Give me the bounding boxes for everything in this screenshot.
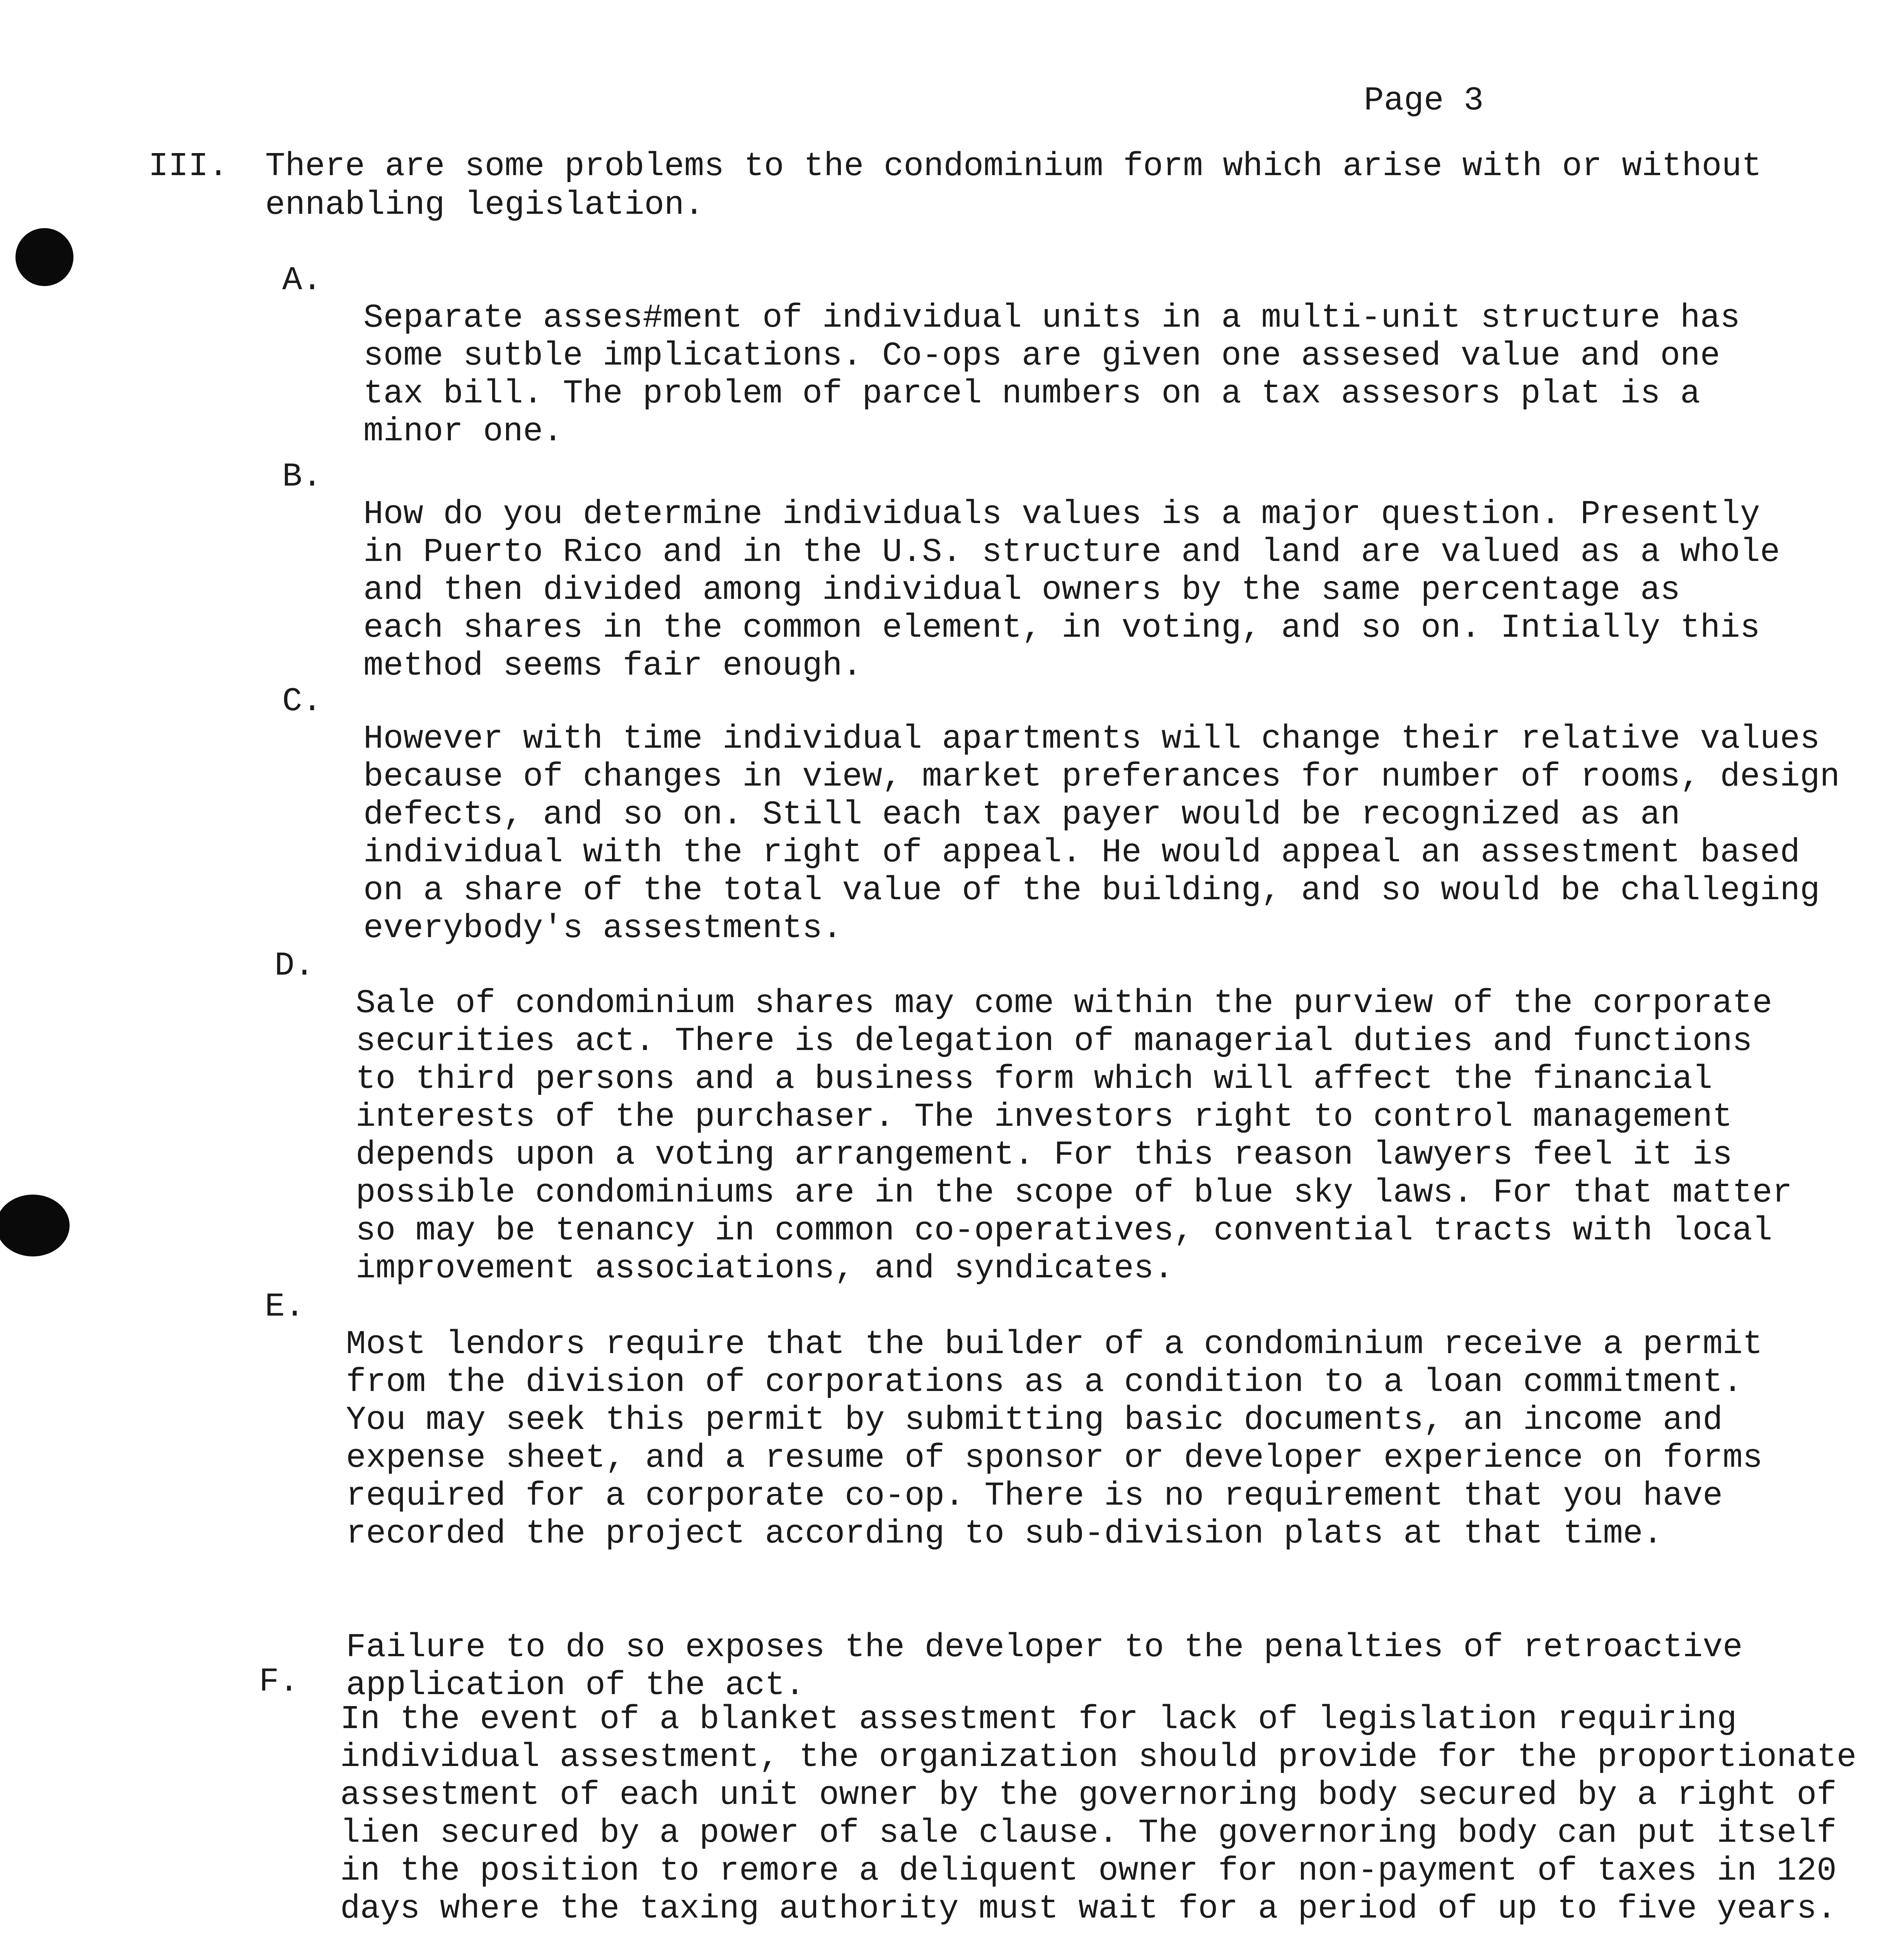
item-letter: A.	[282, 261, 322, 299]
paragraph: Failure to do so exposes the developer to the penalties of retroactive application of the act.	[346, 1628, 1743, 1704]
paragraph: Sale of condominium shares may come within the purview of the corporate securities act. There is delegation of managerial duties and functions to third persons and a business form which will affect the financial interests of the purchaser. The investors right to control management depends upon a voting arrangement. For this reason lawyers feel it is possible condominiums are in the scope of blue sky laws. For that matter so may be tenancy in common co-operatives, convential tracts with local improvement associations, and syndicates.	[356, 984, 1792, 1287]
item-letter: E.	[265, 1288, 305, 1326]
page-number: Page 3	[1364, 82, 1484, 119]
item-letter: C.	[282, 682, 322, 720]
punch-hole-middle	[0, 1195, 70, 1256]
item-text	[340, 1662, 1904, 1933]
item-letter: D.	[274, 947, 315, 985]
item-text	[363, 682, 1904, 985]
paragraph: In the event of a blanket assestment for lack of legislation requiring individual assestment, the organization should provide for the proportionate assestment of each unit owner by the governoring body secured by a right of lien secured by a power of sale clause. The governoring body can put itself in the position to remore a deliquent owner for non-payment of taxes in 120 days where the taxing authority must wait for a period of up to five years.	[340, 1700, 1857, 1928]
paragraph: Separate asses#ment of individual units in a multi-unit structure has some sutble implications. Co-ops are given one assesed value and one tax bill. The problem of parcel numbers on a tax assesors plat is a minor one.	[363, 299, 1740, 450]
section-intro: There are some problems to the condominium form which arise with or without ennabling legislation.	[265, 147, 1762, 224]
paragraph: However with time individual apartments will change their relative values because of changes in view, market preferances for number of rooms, design defects, and so on. Still each tax payer would be recognized as an individual with the right of appeal. He would appeal an assestment based on a share of the total value of the building, and so would be challeging everybody's assestments.	[363, 720, 1840, 947]
section-numeral: III.	[148, 147, 228, 185]
item-letter: B.	[282, 458, 322, 496]
item-letter: F.	[259, 1663, 299, 1701]
punch-hole-top	[15, 228, 73, 286]
paragraph: Most lendors require that the builder of a condominium receive a permit from the division of corporations as a condition to a loan commitment. You may seek this permit by submitting basic documents, an income and expense sheet, and a resume of sponsor or developer experience on forms required for a corporate co-op. There is no requirement that you have recorded the project according to sub-division plats at that time.	[346, 1325, 1763, 1553]
item-text	[363, 261, 1904, 488]
item-text	[356, 946, 1904, 1325]
paragraph: How do you determine individuals values is a major question. Presently in Puerto Rico and in the U.S. structure and land are valued as a whole and then divided among individual owners by the same percentage as each shares in the common element, in voting, and so on. Intially this method seems fair enough.	[363, 495, 1780, 685]
